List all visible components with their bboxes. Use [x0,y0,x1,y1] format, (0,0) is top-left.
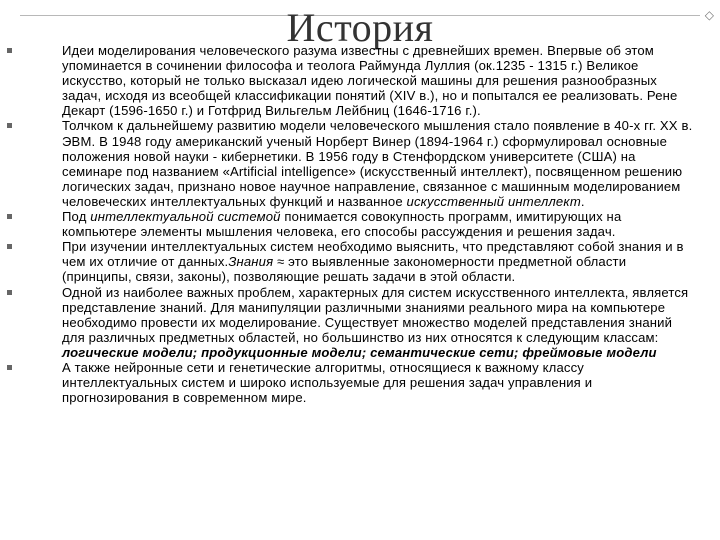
bullet-item [0,360,720,405]
square-bullet-icon [7,214,12,219]
square-bullet-icon [7,244,12,249]
slide-title: История [286,5,434,50]
bullet-text: При изучении интеллектуальных систем необходимо выяснить, что представляют собой знания и в чем их отличие от данных. [62,239,684,270]
bullet-text-end: ≈ это выявленные закономерности предметной области (принципы, связи, законы), позволяющие решать задачи в этой области. [62,254,627,285]
bullet-text-end: понимается совокупность программ, имитирующих на компьютере элементы мышления человека, его способы рассуждения и решения задач. [62,209,622,240]
bullet-item [0,285,720,360]
corner-diamond-icon: ◇ [704,8,714,22]
italic-term: искусственный интеллект [406,193,581,209]
bullet-text: А также нейронные сети и генетические алгоритмы, относящиеся к важному классу интеллектуальных систем и широко используемые для решения задач управления и прогнозирования в современном мире. [62,359,593,406]
square-bullet-icon [7,48,12,53]
bullet-item [0,239,720,284]
square-bullet-icon [7,290,12,295]
italic-term: Знания [228,254,274,270]
bullet-item [0,43,720,118]
bullet-text-end: . [580,193,585,209]
italic-term: интеллектуальной системой [90,209,281,225]
bold-italic-model-list: логические модели; продукционные модели; семантические сети; фреймовые модели [62,344,657,360]
bullet-text: Под [62,209,91,225]
square-bullet-icon [7,123,12,128]
bullet-item [0,209,720,239]
bullet-list [0,43,720,405]
square-bullet-icon [7,365,12,370]
bullet-text: Толчком к дальнейшему развитию модели человеческого мышления стало появление в 40-х гг. XX в. ЭВМ. В 1948 году американский ученый Норберт Винер (1894-1964 г.) сформулировал основные положения новой науки - кибернетики. В 1956 году в Стенфордском университете (США) на семинаре под названием «Artificial intelligence» (искусственный интеллект), посвященном решению логических задач, признано новое научное направление, связанное с машинным моделированием человеческих интеллектуальных функций и названное [62,118,693,209]
bullet-item [0,118,720,209]
bullet-text: Одной из наиболее важных проблем, характерных для систем искусственного интеллекта, является представление знаний. Для манипуляции различными знаниями реального мира на компьютере необходимо провести их моделирование. Существует множество моделей представления знаний для различных предметных областей, но большинство из них относятся к следующим классам: [62,284,689,345]
bullet-text: Идеи моделирования человеческого разума известны с древнейших времен. Впервые об этом упоминается в сочинении философа и теолога Раймунда Луллия (ок.1235 - 1315 г.) Великое искусство, который не только высказал идею логической машины для решения разнообразных задач, исходя из всеобщей классификации понятий (XIV в.), но и попытался ее реализовать. Рене Декарт (1596-1650 г.) и Готфрид Вильгельм Лейбниц (1646-1716 г.). [62,43,678,119]
